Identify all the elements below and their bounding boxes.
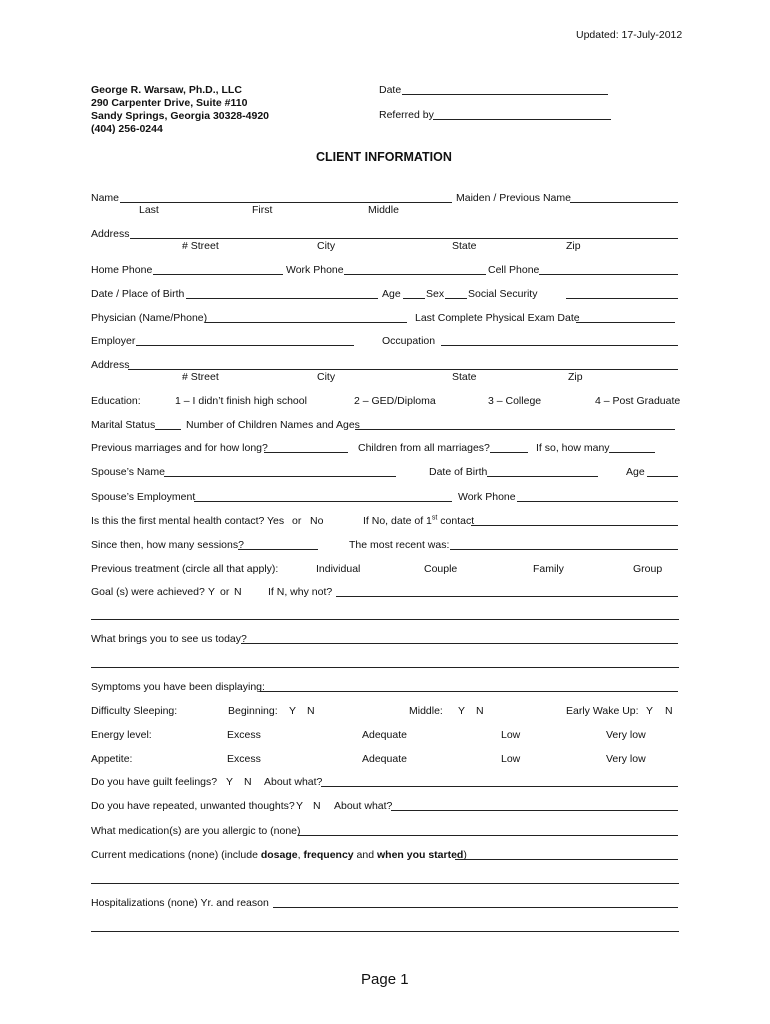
sleeping-beginning-label: Beginning:: [228, 705, 278, 717]
education-label: Education:: [91, 395, 141, 407]
goals-yes[interactable]: Y: [208, 586, 216, 598]
employer-address-label: Address: [91, 359, 130, 371]
ssn-label: Social Security: [468, 288, 538, 300]
difficulty-sleeping-label: Difficulty Sleeping:: [91, 705, 178, 717]
address-city-caption: City: [317, 240, 336, 252]
children-all-marriages-field[interactable]: [490, 452, 528, 453]
marital-status-label: Marital Status: [91, 419, 156, 431]
referred-by-label: Referred by: [379, 109, 434, 121]
why-not-label: If N, why not?: [268, 586, 333, 598]
first-contact-question: Is this the first mental health contact?: [91, 515, 265, 527]
hospitalizations-field-line-2[interactable]: [91, 931, 679, 932]
goals-or: or: [220, 586, 230, 598]
education-option-4[interactable]: 4 – Post Graduate: [595, 395, 681, 407]
address-zip-caption: Zip: [566, 240, 581, 252]
employer-state-caption: State: [452, 371, 477, 383]
first-contact-no[interactable]: No: [310, 515, 324, 527]
page-number: Page 1: [361, 971, 409, 988]
treatment-couple[interactable]: Couple: [424, 563, 458, 575]
most-recent-label: The most recent was:: [349, 539, 450, 551]
thoughts-about-field[interactable]: [391, 810, 678, 811]
marital-status-field[interactable]: [155, 429, 181, 430]
physician-field[interactable]: [205, 322, 407, 323]
employer-label: Employer: [91, 335, 136, 347]
spouse-age-field[interactable]: [647, 476, 678, 477]
home-phone-field[interactable]: [153, 274, 283, 275]
energy-adequate[interactable]: Adequate: [362, 729, 407, 741]
spouse-employment-label: Spouse’s Employment: [91, 491, 196, 503]
sleeping-beginning-yes[interactable]: Y: [289, 705, 297, 717]
hospitalizations-field[interactable]: [273, 907, 678, 908]
appetite-very-low[interactable]: Very low: [606, 753, 646, 765]
energy-very-low[interactable]: Very low: [606, 729, 646, 741]
employer-city-caption: City: [317, 371, 336, 383]
thoughts-about-label: About what?: [334, 800, 393, 812]
maiden-name-field[interactable]: [570, 202, 678, 203]
most-recent-field[interactable]: [450, 549, 678, 550]
reason-for-visit-label: What brings you to see us today?: [91, 633, 247, 645]
home-phone-label: Home Phone: [91, 264, 153, 276]
guilt-feelings-label: Do you have guilt feelings?: [91, 776, 218, 788]
referred-by-field[interactable]: [433, 119, 611, 120]
previous-marriages-label: Previous marriages and for how long?: [91, 442, 268, 454]
reason-for-visit-field-line-2[interactable]: [91, 667, 679, 668]
work-phone-field[interactable]: [344, 274, 486, 275]
how-many-label: If so, how many: [536, 442, 610, 454]
how-many-field[interactable]: [609, 452, 655, 453]
appetite-excess[interactable]: Excess: [227, 753, 261, 765]
current-medications-label: Current medications (none) (include dosage, frequency and when you started): [91, 849, 467, 861]
exam-date-field[interactable]: [576, 322, 675, 323]
treatment-family[interactable]: Family: [533, 563, 564, 575]
treatment-group[interactable]: Group: [633, 563, 663, 575]
first-name-caption: First: [252, 204, 273, 216]
ssn-field[interactable]: [566, 298, 678, 299]
children-names-field[interactable]: [355, 429, 675, 430]
guilt-no[interactable]: N: [244, 776, 252, 788]
dob-field[interactable]: [186, 298, 378, 299]
allergies-label: What medication(s) are you allergic to (none): [91, 825, 301, 837]
spouse-work-phone-label: Work Phone: [458, 491, 516, 503]
maiden-name-label: Maiden / Previous Name: [456, 192, 571, 204]
spouse-age-label: Age: [626, 466, 645, 478]
sex-label: Sex: [426, 288, 445, 300]
spouse-employment-field[interactable]: [194, 501, 452, 502]
spouse-name-field[interactable]: [164, 476, 396, 477]
employer-address-field[interactable]: [128, 369, 678, 370]
last-name-caption: Last: [139, 204, 159, 216]
current-medications-field-line-2[interactable]: [91, 883, 679, 884]
previous-treatment-label: Previous treatment (circle all that apply):: [91, 563, 279, 575]
physician-label: Physician (Name/Phone): [91, 312, 208, 324]
age-field[interactable]: [403, 298, 425, 299]
exam-date-label: Last Complete Physical Exam Date: [415, 312, 580, 324]
employer-street-caption: # Street: [182, 371, 219, 383]
cell-phone-label: Cell Phone: [488, 264, 540, 276]
spouse-dob-field[interactable]: [487, 476, 598, 477]
unwanted-thoughts-label: Do you have repeated, unwanted thoughts?: [91, 800, 295, 812]
sessions-label: Since then, how many sessions?: [91, 539, 244, 551]
first-contact-or: or: [292, 515, 302, 527]
first-contact-yes[interactable]: Yes: [267, 515, 285, 527]
reason-for-visit-field[interactable]: [241, 643, 678, 644]
practice-name: George R. Warsaw, Ph.D., LLC: [91, 84, 242, 96]
energy-level-label: Energy level:: [91, 729, 152, 741]
address-street-caption: # Street: [182, 240, 219, 252]
goals-no[interactable]: N: [234, 586, 242, 598]
treatment-individual[interactable]: Individual: [316, 563, 361, 575]
current-medications-field[interactable]: [455, 859, 678, 860]
practice-city: Sandy Springs, Georgia 30328-4920: [91, 110, 269, 122]
date-label: Date: [379, 84, 402, 96]
address-field[interactable]: [130, 238, 678, 239]
sleeping-early-label: Early Wake Up:: [566, 705, 639, 717]
why-not-field[interactable]: [336, 596, 678, 597]
sex-field[interactable]: [445, 298, 467, 299]
guilt-yes[interactable]: Y: [226, 776, 234, 788]
occupation-label: Occupation: [382, 335, 436, 347]
education-option-2[interactable]: 2 – GED/Diploma: [354, 395, 436, 407]
work-phone-label: Work Phone: [286, 264, 344, 276]
appetite-adequate[interactable]: Adequate: [362, 753, 407, 765]
employer-zip-caption: Zip: [568, 371, 583, 383]
name-label: Name: [91, 192, 120, 204]
education-option-3[interactable]: 3 – College: [488, 395, 542, 407]
thoughts-yes[interactable]: Y: [296, 800, 304, 812]
sleeping-middle-label: Middle:: [409, 705, 443, 717]
sleeping-beginning-no[interactable]: N: [307, 705, 315, 717]
energy-low[interactable]: Low: [501, 729, 521, 741]
updated-date: Updated: 17-July-2012: [576, 29, 683, 41]
occupation-field[interactable]: [441, 345, 678, 346]
name-field[interactable]: [120, 202, 452, 203]
form-title: CLIENT INFORMATION: [316, 150, 452, 164]
practice-phone: (404) 256-0244: [91, 123, 163, 135]
first-contact-date-label: If No, date of 1st contact: [363, 514, 475, 527]
sleeping-early-no[interactable]: N: [665, 705, 673, 717]
thoughts-no[interactable]: N: [313, 800, 321, 812]
dob-label: Date / Place of Birth: [91, 288, 185, 300]
goals-achieved-label: Goal (s) were achieved?: [91, 586, 205, 598]
previous-marriages-field[interactable]: [264, 452, 348, 453]
allergies-field[interactable]: [298, 835, 678, 836]
first-contact-date-field[interactable]: [471, 525, 678, 526]
age-label: Age: [382, 288, 401, 300]
address-label: Address: [91, 228, 130, 240]
practice-street: 290 Carpenter Drive, Suite #110: [91, 97, 248, 109]
sleeping-middle-yes[interactable]: Y: [458, 705, 466, 717]
children-names-label: Number of Children Names and Ages: [186, 419, 360, 431]
hospitalizations-label: Hospitalizations (none) Yr. and reason: [91, 897, 269, 909]
cell-phone-field[interactable]: [539, 274, 678, 275]
guilt-about-field[interactable]: [321, 786, 678, 787]
employer-field[interactable]: [136, 345, 354, 346]
symptoms-field[interactable]: [260, 691, 678, 692]
symptoms-label: Symptoms you have been displaying:: [91, 681, 265, 693]
spouse-dob-label: Date of Birth: [429, 466, 488, 478]
guilt-about-label: About what?: [264, 776, 323, 788]
sessions-field[interactable]: [238, 549, 318, 550]
spouse-work-phone-field[interactable]: [517, 501, 678, 502]
education-option-1[interactable]: 1 – I didn’t finish high school: [175, 395, 307, 407]
date-field[interactable]: [402, 94, 608, 95]
sleeping-early-yes[interactable]: Y: [646, 705, 654, 717]
appetite-label: Appetite:: [91, 753, 133, 765]
spouse-name-label: Spouse’s Name: [91, 466, 165, 478]
address-state-caption: State: [452, 240, 477, 252]
sleeping-middle-no[interactable]: N: [476, 705, 484, 717]
appetite-low[interactable]: Low: [501, 753, 521, 765]
children-all-marriages-label: Children from all marriages?: [358, 442, 490, 454]
energy-excess[interactable]: Excess: [227, 729, 261, 741]
middle-name-caption: Middle: [368, 204, 399, 216]
why-not-field-line-2[interactable]: [91, 619, 679, 620]
